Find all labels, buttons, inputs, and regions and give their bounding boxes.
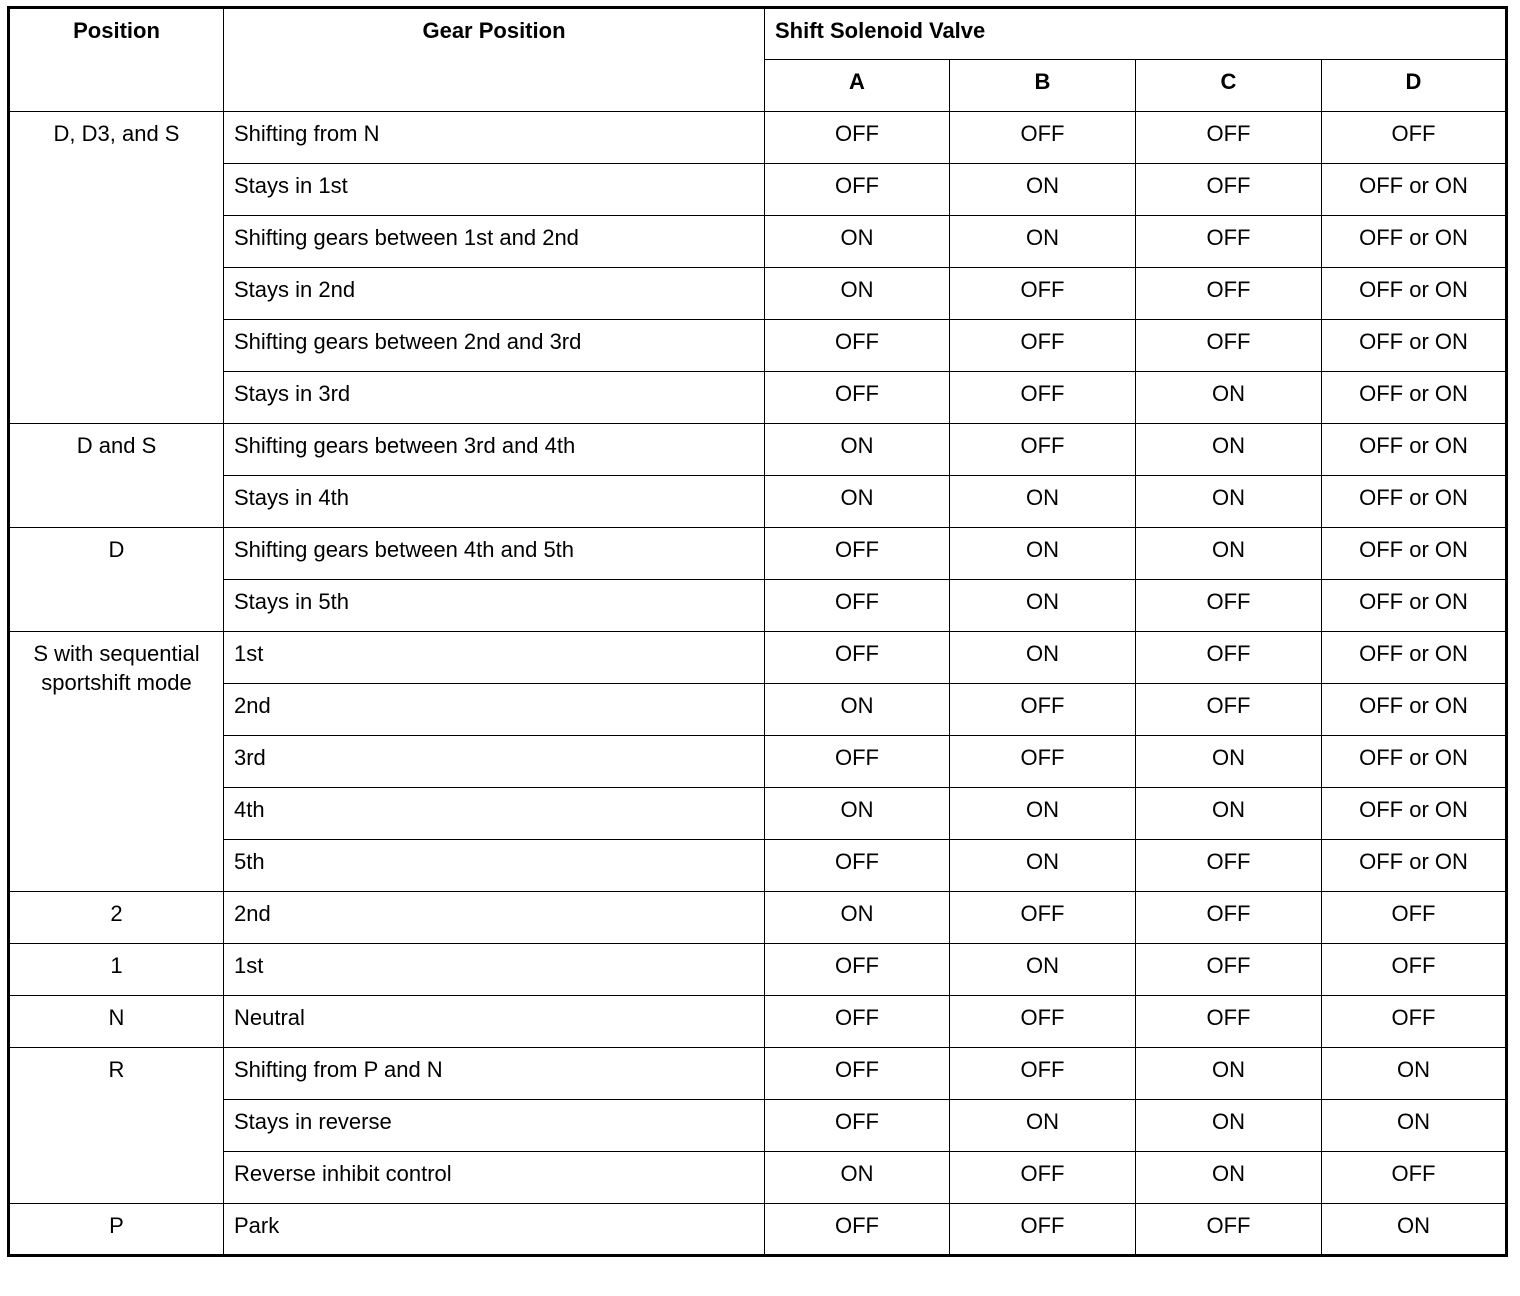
valve-a-cell: OFF bbox=[765, 1048, 950, 1100]
valve-d-cell: OFF bbox=[1322, 996, 1507, 1048]
valve-d-cell: OFF or ON bbox=[1322, 840, 1507, 892]
gear-position-cell: Shifting from N bbox=[224, 112, 765, 164]
valve-c-cell: ON bbox=[1136, 1048, 1322, 1100]
valve-d-cell: OFF or ON bbox=[1322, 372, 1507, 424]
gear-position-cell: Shifting gears between 4th and 5th bbox=[224, 528, 765, 580]
position-cell: R bbox=[9, 1048, 224, 1204]
gear-position-cell: Park bbox=[224, 1204, 765, 1256]
position-cell: D and S bbox=[9, 424, 224, 528]
gear-position-cell: Shifting from P and N bbox=[224, 1048, 765, 1100]
valve-c-cell: OFF bbox=[1136, 1204, 1322, 1256]
gear-position-cell: 2nd bbox=[224, 684, 765, 736]
valve-a-cell: OFF bbox=[765, 632, 950, 684]
valve-b-cell: OFF bbox=[950, 424, 1136, 476]
table-row bbox=[9, 1100, 1507, 1152]
gear-position-cell: Stays in 3rd bbox=[224, 372, 765, 424]
header-row-1 bbox=[9, 8, 1507, 60]
valve-d-cell: OFF or ON bbox=[1322, 632, 1507, 684]
valve-c-cell: ON bbox=[1136, 736, 1322, 788]
gear-position-cell: Reverse inhibit control bbox=[224, 1152, 765, 1204]
valve-c-cell: ON bbox=[1136, 1100, 1322, 1152]
valve-d-cell: OFF or ON bbox=[1322, 320, 1507, 372]
valve-b-cell: ON bbox=[950, 632, 1136, 684]
valve-d-cell: OFF or ON bbox=[1322, 528, 1507, 580]
valve-a-cell: ON bbox=[765, 892, 950, 944]
valve-c-cell: OFF bbox=[1136, 268, 1322, 320]
valve-d-cell: OFF or ON bbox=[1322, 476, 1507, 528]
valve-a-cell: OFF bbox=[765, 840, 950, 892]
valve-d-cell: ON bbox=[1322, 1204, 1507, 1256]
position-cell: D, D3, and S bbox=[9, 112, 224, 424]
valve-a-cell: ON bbox=[765, 788, 950, 840]
valve-a-cell: ON bbox=[765, 268, 950, 320]
valve-c-cell: OFF bbox=[1136, 320, 1322, 372]
valve-c-cell: OFF bbox=[1136, 996, 1322, 1048]
table-row bbox=[9, 424, 1507, 476]
valve-b-cell: ON bbox=[950, 788, 1136, 840]
position-cell: P bbox=[9, 1204, 224, 1256]
table-row bbox=[9, 996, 1507, 1048]
table-row bbox=[9, 1204, 1507, 1256]
valve-a-cell: ON bbox=[765, 476, 950, 528]
gear-position-cell: 4th bbox=[224, 788, 765, 840]
valve-d-cell: OFF or ON bbox=[1322, 164, 1507, 216]
valve-b-cell: ON bbox=[950, 944, 1136, 996]
table-row bbox=[9, 216, 1507, 268]
gear-position-cell: 2nd bbox=[224, 892, 765, 944]
valve-c-cell: ON bbox=[1136, 424, 1322, 476]
valve-d-cell: OFF bbox=[1322, 892, 1507, 944]
valve-a-cell: ON bbox=[765, 424, 950, 476]
valve-d-cell: OFF or ON bbox=[1322, 424, 1507, 476]
gear-position-cell: Stays in 1st bbox=[224, 164, 765, 216]
valve-a-cell: OFF bbox=[765, 1100, 950, 1152]
valve-b-cell: OFF bbox=[950, 268, 1136, 320]
gear-position-header: Gear Position bbox=[224, 8, 765, 112]
table-row bbox=[9, 632, 1507, 684]
valve-a-cell: ON bbox=[765, 1152, 950, 1204]
valve-b-cell: OFF bbox=[950, 1152, 1136, 1204]
table-row bbox=[9, 1152, 1507, 1204]
valve-b-cell: OFF bbox=[950, 1204, 1136, 1256]
valve-c-cell: ON bbox=[1136, 372, 1322, 424]
valve-a-cell: ON bbox=[765, 684, 950, 736]
valve-c-cell: OFF bbox=[1136, 580, 1322, 632]
table-row bbox=[9, 580, 1507, 632]
gear-position-cell: 1st bbox=[224, 632, 765, 684]
table-row bbox=[9, 268, 1507, 320]
valve-a-cell: OFF bbox=[765, 944, 950, 996]
valve-a-cell: OFF bbox=[765, 1204, 950, 1256]
table-row bbox=[9, 736, 1507, 788]
valve-c-cell: OFF bbox=[1136, 840, 1322, 892]
valve-b-header: B bbox=[950, 60, 1136, 112]
table-row bbox=[9, 788, 1507, 840]
valve-c-cell: OFF bbox=[1136, 164, 1322, 216]
table-body bbox=[9, 112, 1507, 1256]
valve-d-header: D bbox=[1322, 60, 1507, 112]
table-row bbox=[9, 112, 1507, 164]
valve-d-cell: OFF bbox=[1322, 112, 1507, 164]
valve-b-cell: ON bbox=[950, 840, 1136, 892]
valve-b-cell: OFF bbox=[950, 736, 1136, 788]
valve-c-cell: ON bbox=[1136, 528, 1322, 580]
valve-a-cell: OFF bbox=[765, 528, 950, 580]
valve-d-cell: OFF or ON bbox=[1322, 580, 1507, 632]
table-row bbox=[9, 944, 1507, 996]
gear-position-cell: Shifting gears between 1st and 2nd bbox=[224, 216, 765, 268]
gear-position-cell: 5th bbox=[224, 840, 765, 892]
gear-position-cell: Stays in 5th bbox=[224, 580, 765, 632]
gear-position-cell: Shifting gears between 2nd and 3rd bbox=[224, 320, 765, 372]
valve-a-cell: OFF bbox=[765, 996, 950, 1048]
table-row bbox=[9, 320, 1507, 372]
valve-a-cell: OFF bbox=[765, 580, 950, 632]
valve-b-cell: ON bbox=[950, 528, 1136, 580]
position-cell: 2 bbox=[9, 892, 224, 944]
valve-c-cell: OFF bbox=[1136, 944, 1322, 996]
valve-b-cell: ON bbox=[950, 476, 1136, 528]
valve-c-cell: ON bbox=[1136, 1152, 1322, 1204]
valve-a-cell: OFF bbox=[765, 164, 950, 216]
valve-c-cell: OFF bbox=[1136, 112, 1322, 164]
valve-d-cell: ON bbox=[1322, 1100, 1507, 1152]
position-cell: N bbox=[9, 996, 224, 1048]
valve-d-cell: OFF or ON bbox=[1322, 684, 1507, 736]
valve-a-cell: OFF bbox=[765, 112, 950, 164]
table-row bbox=[9, 372, 1507, 424]
valve-b-cell: ON bbox=[950, 1100, 1136, 1152]
valve-b-cell: ON bbox=[950, 216, 1136, 268]
valve-d-cell: OFF bbox=[1322, 1152, 1507, 1204]
valve-c-cell: OFF bbox=[1136, 216, 1322, 268]
table-row bbox=[9, 528, 1507, 580]
valve-c-cell: OFF bbox=[1136, 684, 1322, 736]
table-row bbox=[9, 684, 1507, 736]
valve-b-cell: ON bbox=[950, 164, 1136, 216]
valve-b-cell: OFF bbox=[950, 892, 1136, 944]
valve-b-cell: OFF bbox=[950, 684, 1136, 736]
position-cell: 1 bbox=[9, 944, 224, 996]
valve-d-cell: OFF or ON bbox=[1322, 216, 1507, 268]
table-row bbox=[9, 476, 1507, 528]
table-row bbox=[9, 1048, 1507, 1100]
valve-c-cell: OFF bbox=[1136, 892, 1322, 944]
valve-d-cell: OFF or ON bbox=[1322, 268, 1507, 320]
valve-b-cell: ON bbox=[950, 580, 1136, 632]
position-header: Position bbox=[9, 8, 224, 112]
valve-d-cell: OFF or ON bbox=[1322, 788, 1507, 840]
valve-b-cell: OFF bbox=[950, 320, 1136, 372]
valve-a-header: A bbox=[765, 60, 950, 112]
valve-d-cell: ON bbox=[1322, 1048, 1507, 1100]
position-cell: D bbox=[9, 528, 224, 632]
valve-a-cell: OFF bbox=[765, 736, 950, 788]
valve-a-cell: ON bbox=[765, 216, 950, 268]
table-row bbox=[9, 164, 1507, 216]
gear-position-cell: Shifting gears between 3rd and 4th bbox=[224, 424, 765, 476]
valve-a-cell: OFF bbox=[765, 372, 950, 424]
position-cell: S with sequential sportshift mode bbox=[9, 632, 224, 892]
gear-position-cell: Stays in 2nd bbox=[224, 268, 765, 320]
valve-b-cell: OFF bbox=[950, 996, 1136, 1048]
valve-d-cell: OFF bbox=[1322, 944, 1507, 996]
valve-c-cell: ON bbox=[1136, 476, 1322, 528]
table-row bbox=[9, 892, 1507, 944]
gear-position-cell: Stays in reverse bbox=[224, 1100, 765, 1152]
valve-c-cell: ON bbox=[1136, 788, 1322, 840]
valve-c-header: C bbox=[1136, 60, 1322, 112]
gear-position-cell: Neutral bbox=[224, 996, 765, 1048]
valve-b-cell: OFF bbox=[950, 372, 1136, 424]
valve-d-cell: OFF or ON bbox=[1322, 736, 1507, 788]
gear-position-cell: 1st bbox=[224, 944, 765, 996]
shift-solenoid-valve-header: Shift Solenoid Valve bbox=[765, 8, 1507, 60]
valve-b-cell: OFF bbox=[950, 112, 1136, 164]
valve-c-cell: OFF bbox=[1136, 632, 1322, 684]
solenoid-valve-table bbox=[7, 6, 1508, 1257]
valve-b-cell: OFF bbox=[950, 1048, 1136, 1100]
valve-a-cell: OFF bbox=[765, 320, 950, 372]
table-row bbox=[9, 840, 1507, 892]
gear-position-cell: Stays in 4th bbox=[224, 476, 765, 528]
gear-position-cell: 3rd bbox=[224, 736, 765, 788]
